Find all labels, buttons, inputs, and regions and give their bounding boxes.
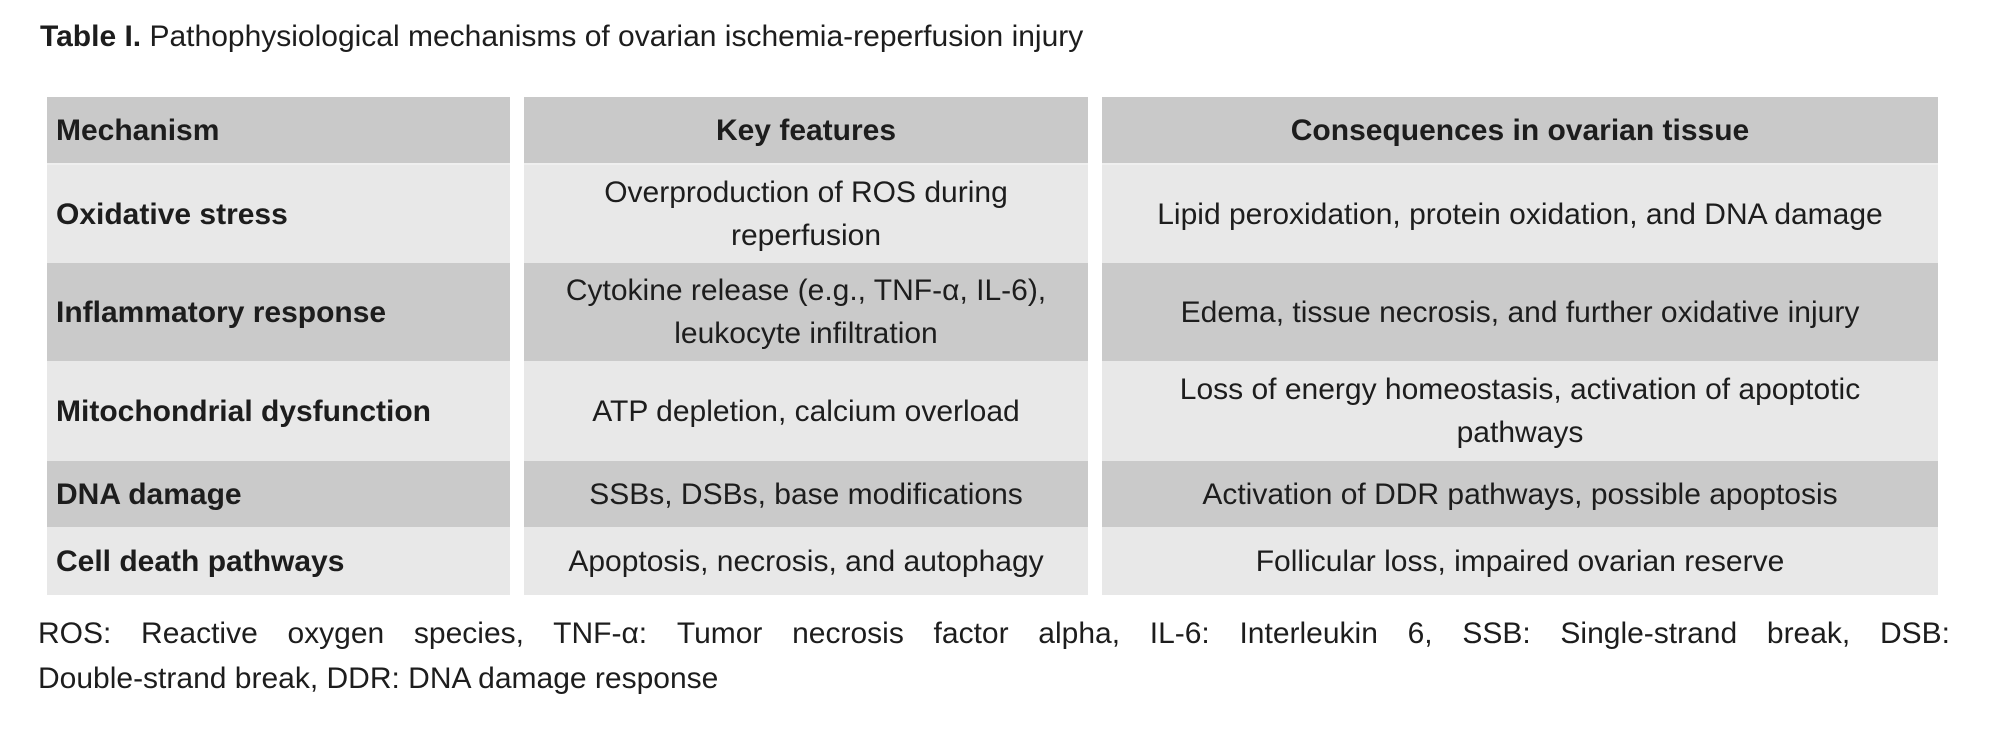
cell-consequences: Loss of energy homeostasis, activation of apoptotic pathways bbox=[1102, 361, 1938, 461]
table-title bbox=[40, 18, 2000, 56]
footnote-line-2: Double-strand break, DDR: DNA damage response bbox=[38, 662, 719, 695]
abbreviations-footnote bbox=[38, 611, 1950, 701]
cell-key-features: Cytokine release (e.g., TNF-α, IL-6), leukocyte infiltration bbox=[524, 263, 1088, 361]
cell-key-features: Overproduction of ROS during reperfusion bbox=[524, 165, 1088, 263]
cell-mechanism: Oxidative stress bbox=[47, 165, 510, 263]
cell-mechanism: Mitochondrial dysfunction bbox=[47, 361, 510, 461]
cell-consequences: Edema, tissue necrosis, and further oxidative injury bbox=[1102, 263, 1938, 361]
table-caption: Pathophysiological mechanisms of ovarian ischemia-reperfusion injury bbox=[149, 20, 1084, 53]
cell-mechanism: Cell death pathways bbox=[47, 527, 510, 595]
table-number-label: Table I. bbox=[40, 20, 142, 53]
cell-key-features: ATP depletion, calcium overload bbox=[524, 361, 1088, 461]
cell-consequences: Follicular loss, impaired ovarian reserve bbox=[1102, 527, 1938, 595]
cell-consequences: Activation of DDR pathways, possible apoptosis bbox=[1102, 461, 1938, 527]
mechanisms-table bbox=[47, 97, 1938, 595]
column-header-mechanism: Mechanism bbox=[47, 97, 510, 165]
column-header-key-features: Key features bbox=[524, 97, 1088, 165]
cell-consequences: Lipid peroxidation, protein oxidation, and DNA damage bbox=[1102, 165, 1938, 263]
cell-mechanism: Inflammatory response bbox=[47, 263, 510, 361]
cell-key-features: Apoptosis, necrosis, and autophagy bbox=[524, 527, 1088, 595]
footnote-line-1: ROS: Reactive oxygen species, TNF-α: Tumor necrosis factor alpha, IL-6: Interleukin 6, SSB: Single-strand break, DSB: bbox=[38, 617, 1950, 650]
cell-mechanism: DNA damage bbox=[47, 461, 510, 527]
column-header-consequences: Consequences in ovarian tissue bbox=[1102, 97, 1938, 165]
cell-key-features: SSBs, DSBs, base modifications bbox=[524, 461, 1088, 527]
